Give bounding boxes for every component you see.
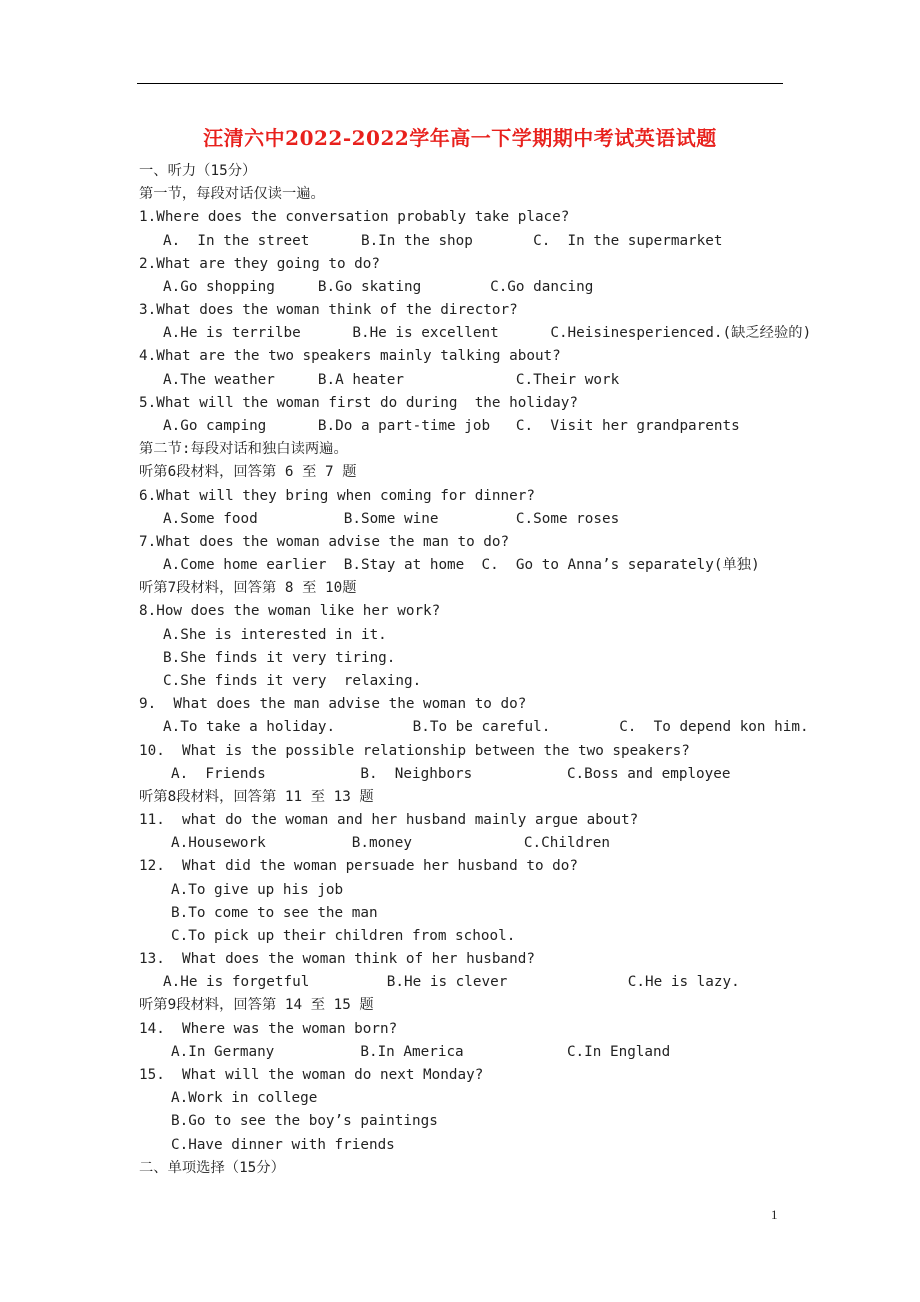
question-line: 10. What is the possible relationship between the two speakers?: [139, 742, 690, 759]
question-line: 第一节，每段对话仅读一遍。: [139, 186, 325, 203]
option-line: C.To pick up their children from school.: [171, 927, 516, 944]
option-line: A. Friends B. Neighbors C.Boss and employee: [171, 765, 731, 782]
question-line: 4.What are the two speakers mainly talking about?: [139, 348, 561, 365]
question-line: 3.What does the woman think of the director?: [139, 302, 518, 319]
question-line: 二、单项选择（15分）: [139, 1159, 285, 1176]
option-line: B.To come to see the man: [171, 904, 378, 921]
page-number: 1: [771, 1207, 778, 1222]
question-line: 11. what do the woman and her husband mainly argue about?: [139, 812, 639, 829]
option-line: A.He is forgetful B.He is clever C.He is lazy.: [163, 974, 740, 991]
question-line: 12. What did the woman persuade her husband to do?: [139, 858, 578, 875]
option-line: C.She finds it very relaxing.: [163, 672, 422, 689]
option-line: A.To give up his job: [171, 881, 344, 898]
question-line: 6.What will they bring when coming for dinner?: [139, 487, 535, 504]
option-line: A.Housework B.money C.Children: [171, 835, 610, 852]
question-line: 13. What does the woman think of her husband?: [139, 951, 535, 968]
option-line: B.Go to see the boy’s paintings: [171, 1113, 438, 1130]
option-line: A. In the street B.In the shop C. In the supermarket: [163, 232, 723, 249]
option-line: A.Go shopping B.Go skating C.Go dancing: [163, 278, 594, 295]
option-line: B.She finds it very tiring.: [163, 649, 396, 666]
option-line: A.In Germany B.In America C.In England: [171, 1043, 671, 1060]
question-line: 14. Where was the woman born?: [139, 1020, 398, 1037]
question-line: 听第9段材料，回答第 14 至 15 题: [139, 997, 374, 1014]
option-line: A.Some food B.Some wine C.Some roses: [163, 510, 620, 527]
question-line: 7.What does the woman advise the man to do?: [139, 533, 510, 550]
option-line: C.Have dinner with friends: [171, 1136, 395, 1153]
question-line: 听第7段材料，回答第 8 至 10题: [139, 580, 357, 597]
option-line: A.She is interested in it.: [163, 626, 387, 643]
option-line: A.Work in college: [171, 1090, 318, 1107]
question-line: 2.What are they going to do?: [139, 255, 381, 272]
question-line: 8.How does the woman like her work?: [139, 603, 441, 620]
question-line: 9. What does the man advise the woman to do?: [139, 696, 527, 713]
page-title: 汪清六中2022-2022学年高一下学期期中考试英语试题: [203, 126, 717, 150]
option-line: A.Go camping B.Do a part-time job C. Visit her grandparents: [163, 417, 740, 434]
option-line: A.To take a holiday. B.To be careful. C. To depend kon him.: [163, 719, 809, 736]
question-line: 15. What will the woman do next Monday?: [139, 1067, 484, 1084]
question-line: 听第8段材料，回答第 11 至 13 题: [139, 788, 374, 805]
question-line: 听第6段材料，回答第 6 至 7 题: [139, 464, 357, 481]
question-line: 第二节:每段对话和独白读两遍。: [139, 441, 348, 458]
option-line: A.Come home earlier B.Stay at home C. Go to Anna’s separately(单独): [163, 557, 760, 574]
header-rule: [137, 83, 783, 84]
question-line: 5.What will the woman first do during the holiday?: [139, 394, 578, 411]
question-line: 一、听力（15分）: [139, 163, 257, 179]
option-line: A.He is terrilbe B.He is excellent C.Heisinesperienced.(缺乏经验的): [163, 325, 812, 342]
question-line: 1.Where does the conversation probably take place?: [139, 209, 570, 226]
option-line: A.The weather B.A heater C.Their work: [163, 371, 620, 388]
